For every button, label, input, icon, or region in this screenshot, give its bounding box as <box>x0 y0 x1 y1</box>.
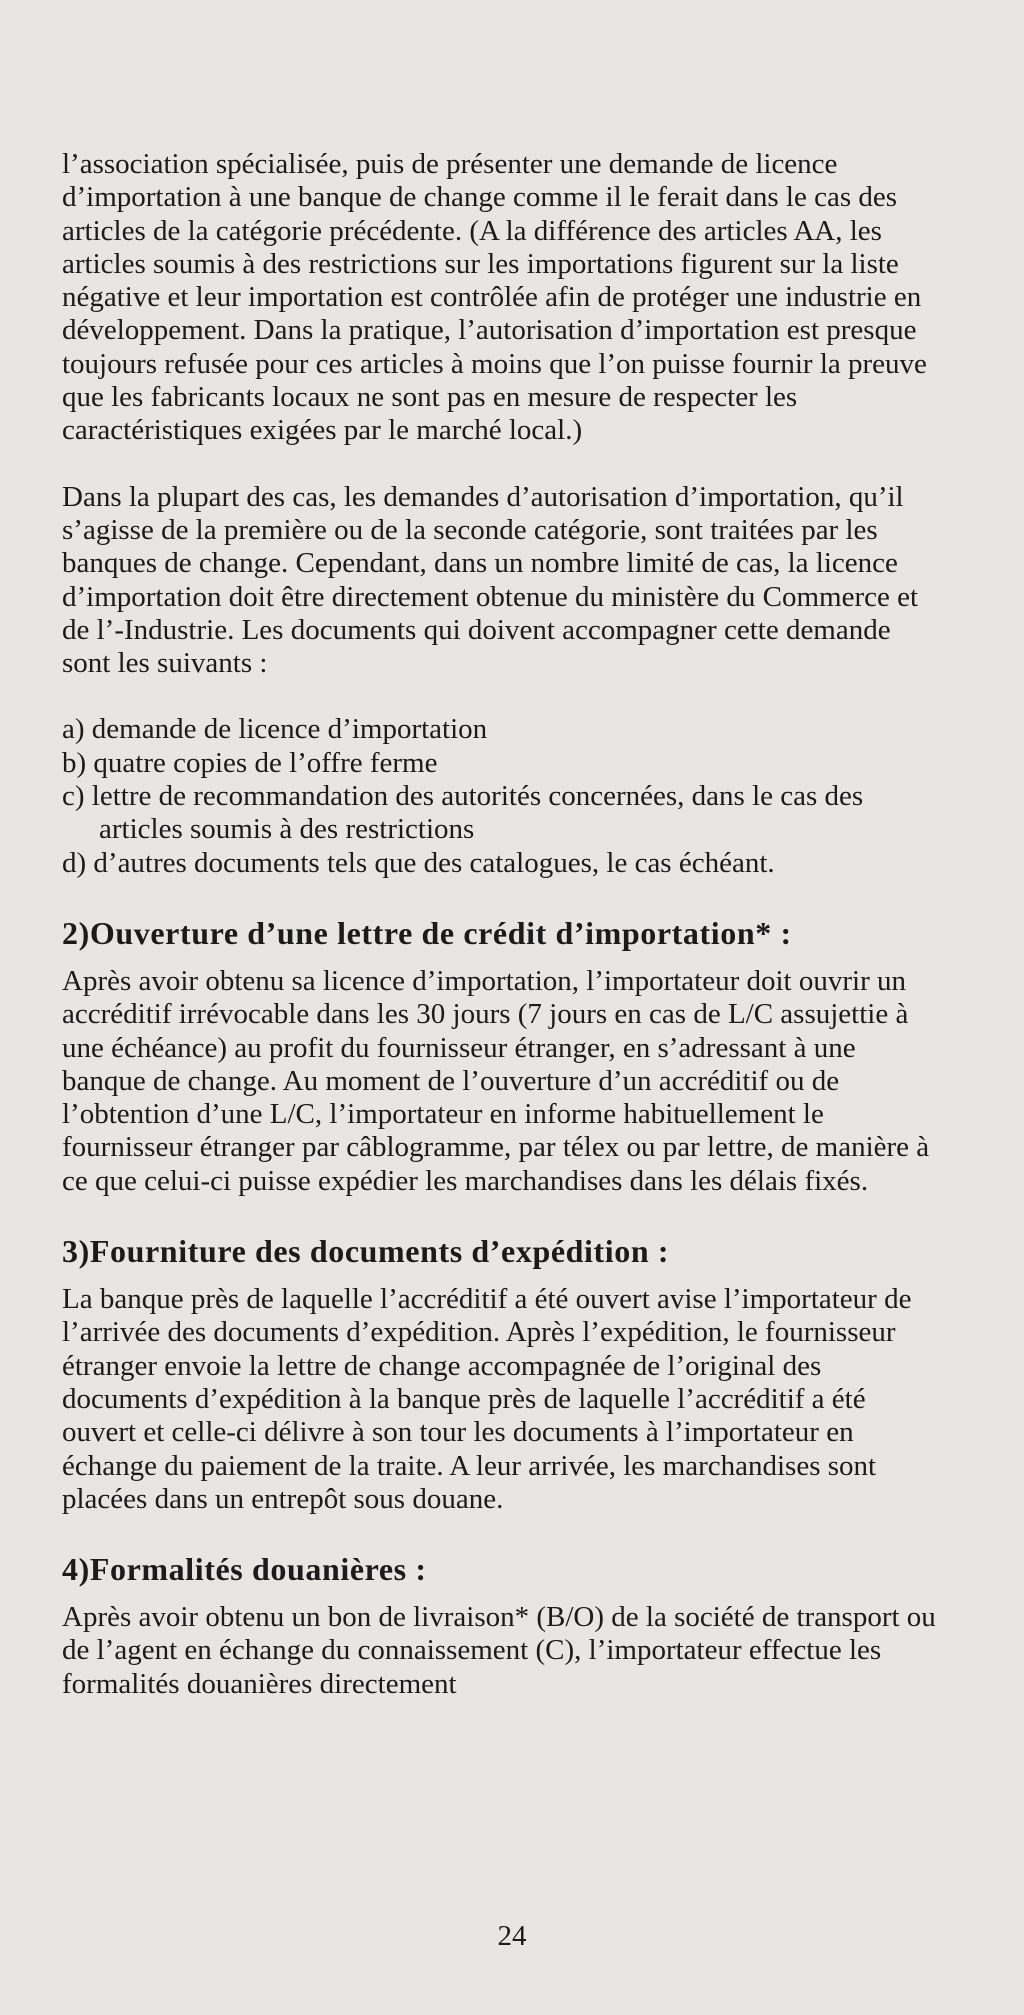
section-heading-formalites-douanieres: 4)Formalités douanières : <box>62 1551 427 1588</box>
list-item: d) d’autres documents tels que des catalogues, le cas échéant. <box>62 846 775 879</box>
section-body-formalites-douanieres: Après avoir obtenu un bon de livraison* (B/O) de la société de transport ou de l’agent en échange du connaissement (C), l’importateur effectue les formalités douanières directement <box>62 1601 936 1700</box>
page-text <box>62 148 942 1701</box>
section-body-documents-expedition: La banque près de laquelle l’accréditif a été ouvert avise l’importateur de l’arrivée des documents d’expédition. Après l’expédition, le fournisseur étranger envoie la lettre de change accompagnée de l’original des documents d’expédition à la banque près de laquelle l’accréditif a été ouvert et celle-ci délivre à son tour les documents à l’importateur en échange du paiement de la traite. A leur arrivée, les marchandises sont placées dans un entrepôt sous douane. <box>62 1283 912 1515</box>
intro-paragraph: l’association spécialisée, puis de présenter une demande de licence d’importation à une banque de change comme il le ferait dans le cas des articles de la catégorie précédente. (A la différence des articles AA, les articles soumis à des restrictions sur les importations figurent sur la liste négative et leur importation est contrôlée afin de protéger une industrie en développement. Dans la pratique, l’autorisation d’importation est presque toujours refusée pour ces articles à moins que l’on puisse fournir la preuve que les fabricants locaux ne sont pas en mesure de respecter les caractéristiques exigées par le marché local.) <box>62 148 927 447</box>
section-heading-lettre-credit: 2)Ouverture d’une lettre de crédit d’importation* : <box>62 914 792 951</box>
page-number: 24 <box>497 1920 527 1952</box>
list-item: c) lettre de recommandation des autorités concernées, dans le cas des articles soumis à des restrictions <box>62 780 864 846</box>
section-body-lettre-credit: Après avoir obtenu sa licence d’importation, l’importateur doit ouvrir un accréditif irrévocable dans les 30 jours (7 jours en cas de L/C assujettie à une échéance) au profit du fournisseur étranger, en s’adressant à une banque de change. Au moment de l’ouverture d’un accréditif ou de l’obtention d’une L/C, l’importateur en informe habituellement le fournisseur étranger par câblogramme, par télex ou par lettre, de manière à ce que celui-ci puisse expédier les marchandises dans les délais fixés. <box>62 964 930 1197</box>
list-item: a) demande de licence d’importation <box>62 713 488 746</box>
documents-list <box>62 713 942 879</box>
second-paragraph: Dans la plupart des cas, les demandes d’autorisation d’importation, qu’il s’agisse de la première ou de la seconde catégorie, sont traitées par les banques de change. Cependant, dans un nombre limité de cas, la licence d’importation doit être directement obtenue du ministère du Commerce et de l’-Industrie. Les documents qui doivent accompagner cette demande sont les suivants : <box>62 480 919 680</box>
list-item: b) quatre copies de l’offre ferme <box>62 746 438 779</box>
section-heading-documents-expedition: 3)Fourniture des documents d’expédition : <box>62 1233 670 1270</box>
